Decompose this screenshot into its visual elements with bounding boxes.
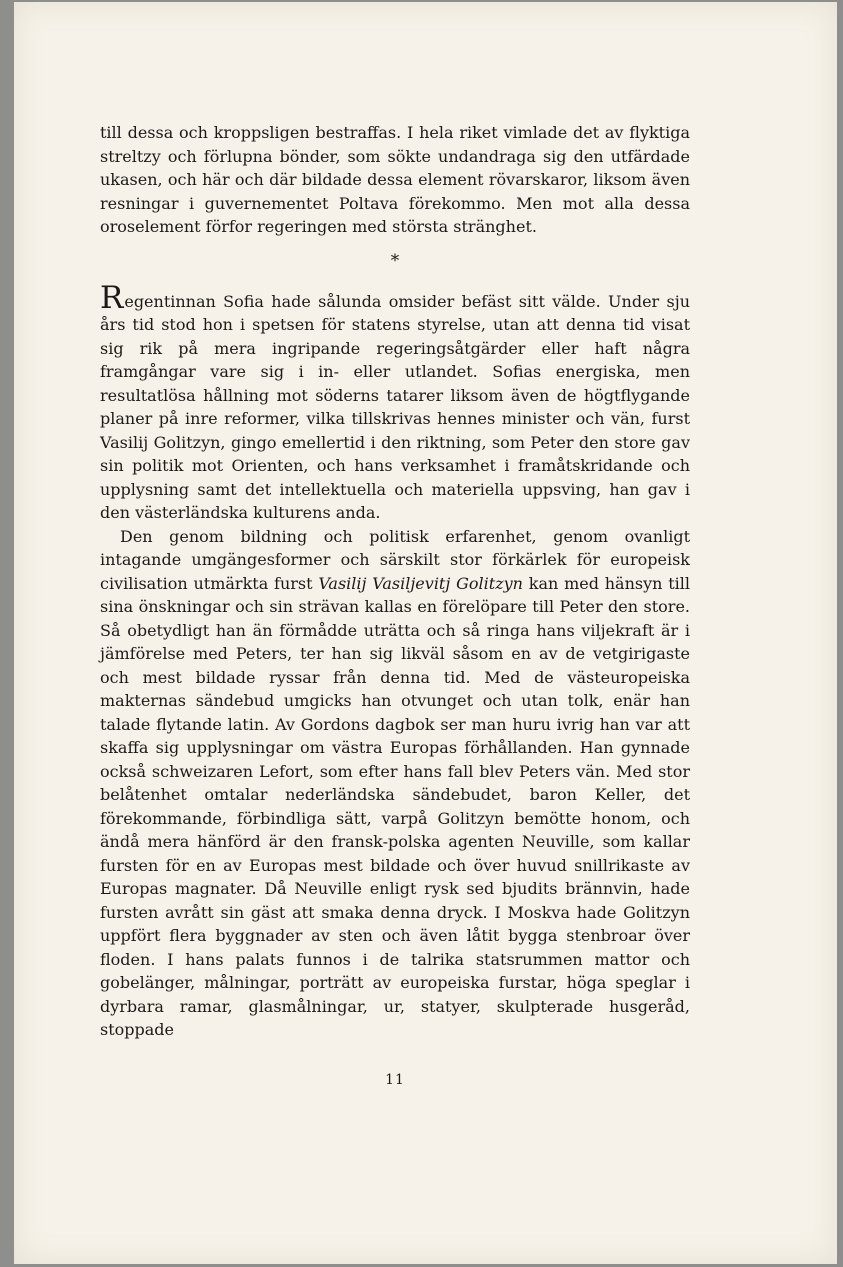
body-text (100, 121, 690, 1042)
paragraph-golitzyn-rest: kan med hänsyn till sina önskningar och sin strävan kallas en förelöpare till Peter den store. Så obetydligt han än förmådde uträtta och så ringa hans viljekraft är i jämförelse med Peters, ter han sig likväl såsom en av de vetgirigaste och mest bildade ryssar från denna tid. Med de västeuropeiska makternas sändebud umgicks han otvunget och utan tolk, enär han talade flytande latin. Av Gordons dagbok ser man huru ivrig han var att skaffa sig upplysningar om västra Europas förhållanden. Han gynnade också schweizaren Lefort, som efter hans fall blev Peters vän. Med stor belåtenhet omtalar nederländska sändebudet, baron Keller, det förekommande, förbindliga sätt, varpå Golitzyn bemötte honom, och ändå mera hänförd är den fransk-polska agenten Neuville, som kallar fursten för en av Europas mest bildade och över huvud snillrikaste av Europas magnater. Då Neuville enligt rysk sed bjudits brännvin, hade fursten avrått sin gäst att smaka denna dryck. I Moskva hade Golitzyn uppfört flera byggnader av sten och även låtit bygga stenbroar över floden. I hans palats funnos i de talrika statsrummen mattor och gobelänger, målningar, porträtt av europeiska furstar, höga speglar i dyrbara ramar, glasmålningar, ur, statyer, skulpterade husgeråd, stoppade (100, 573, 691, 1039)
paragraph-continued: till dessa och kroppsligen bestraffas. I hela riket vimlade det av flyktiga streltzy och förlupna bönder, som sökte undandraga sig den utfärdade ukasen, och här och där bildade dessa element rövarskaror, liksom även resningar i guvernementet Poltava förekommo. Men mot alla dessa oroselement förfor regeringen med största stränghet. (100, 123, 690, 236)
section-separator: * (390, 250, 400, 271)
paragraph-regentinnan-text: egentinnan Sofia hade sålunda omsider befäst sitt välde. Under sju års tid stod hon i spetsen för statens styrelse, utan att denna tid visat sig rik på mera ingripande regeringsåtgärder eller haft några framgångar vare sig i in- eller utlandet. Sofias energiska, men resultatlösa hållning mot söderns tatarer liksom även de högtflygande planer på inre reformer, vilka tillskrivas hennes minister och vän, furst Vasilij Golitzyn, gingo emellertid i den riktning, som Peter den store gav sin politik mot Orienten, och hans verksamhet i framåtskridande och upplysning samt det intellektuella och materiella uppsving, han gav i den västerländska kulturens anda. (100, 291, 690, 522)
page-number: 11 (385, 1072, 405, 1088)
drop-cap: R (100, 279, 124, 316)
book-page (14, 2, 837, 1264)
paragraph-golitzyn (100, 525, 690, 1042)
paragraph-regentinnan (100, 279, 690, 525)
paragraph-golitzyn-start: Den genom bildning och politisk erfarenhet, genom ovanligt intagande umgängesformer och särskilt stor förkärlek för europeisk civilisation utmärkta furst (100, 526, 690, 593)
golitzyn-name: Vasilij Vasiljevitj Golitzyn (318, 573, 523, 593)
